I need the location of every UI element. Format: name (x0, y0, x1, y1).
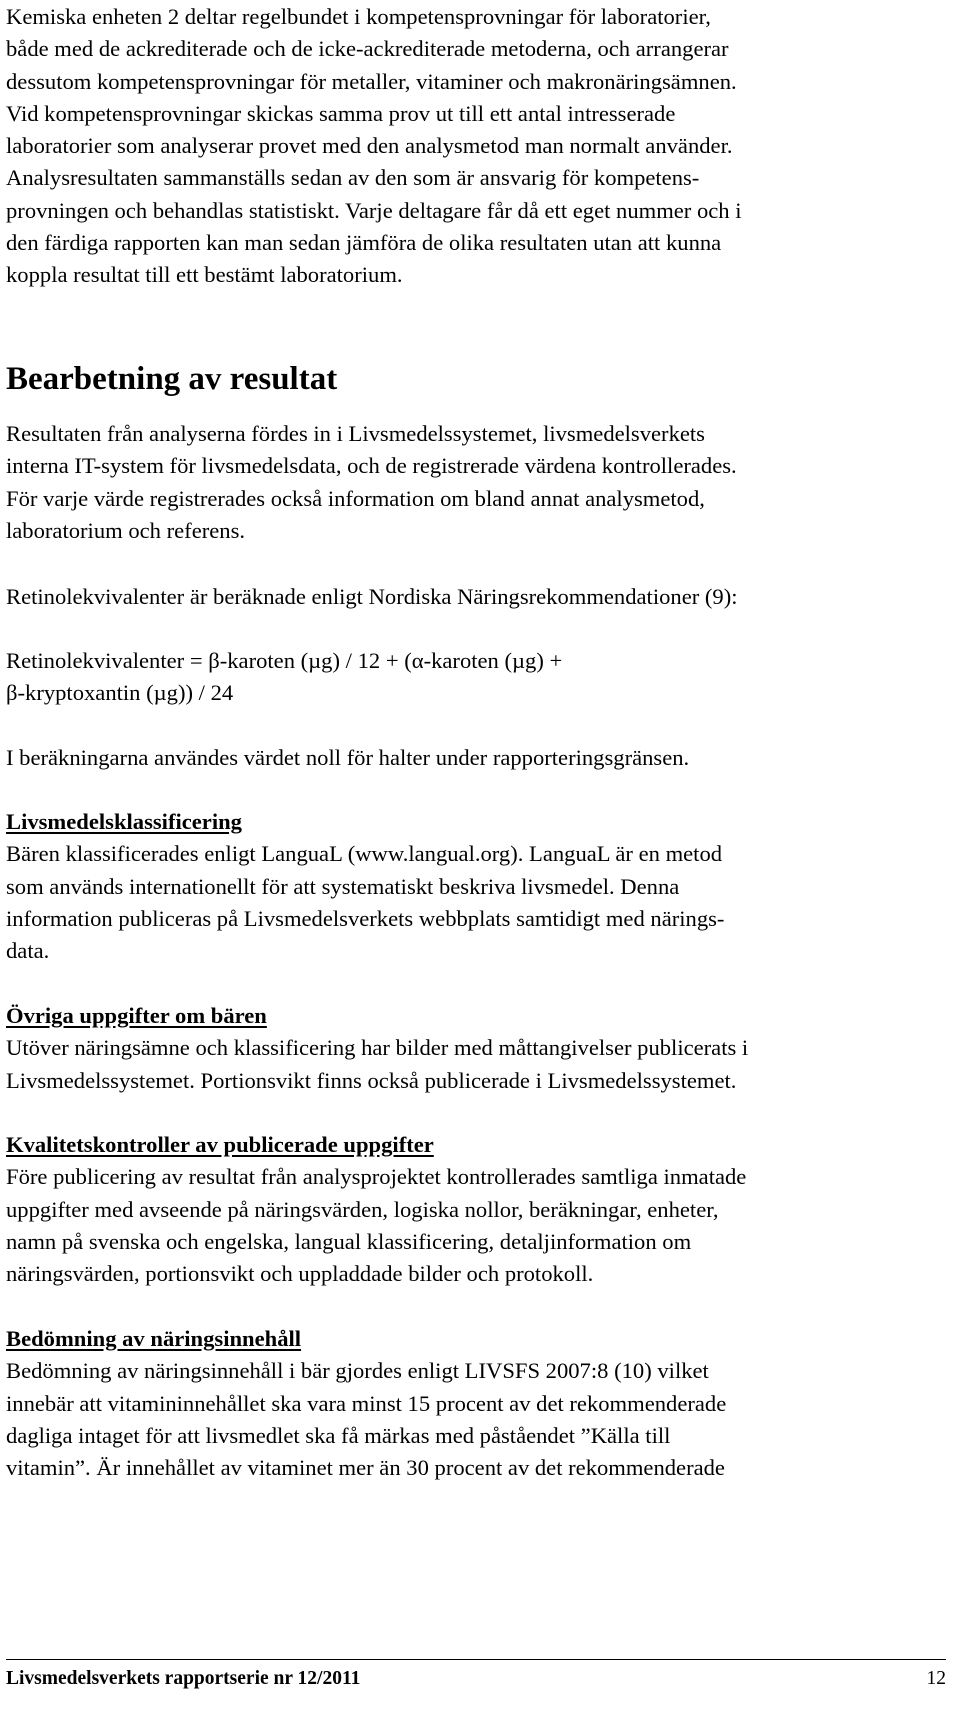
formula-line: Retinolekvivalenter = β-karoten (µg) / 12 + (α-karoten (µg) + (6, 648, 563, 673)
section-nutrient-assessment (6, 1323, 726, 1484)
intro-line: Kemiska enheten 2 deltar regelbundet i kompetensprovningar för laboratorier, (6, 4, 711, 29)
intro-line: laboratorier som analyserar provet med den analysmetod man normalt använder. (6, 133, 733, 159)
intro-line: Vid kompetensprovningar skickas samma prov ut till ett antal intresserade (6, 100, 676, 126)
results-line: Resultaten från analyserna fördes in i Livsmedelssystemet, livsmedelsverkets (6, 421, 705, 446)
section-quality-control (6, 1129, 746, 1290)
nutrient-assessment-line: innebär att vitamininnehållet ska vara minst 15 procent av det rekommenderade (6, 1390, 727, 1416)
section-classification (6, 806, 724, 967)
quality-control-line: uppgifter med avseende på näringsvärden, logiska nollor, beräkningar, enheter, (6, 1196, 719, 1222)
other-details-line: Utöver näringsämne och klassificering har bilder med måttangivelser publicerats i (6, 1035, 749, 1061)
results-paragraph (6, 418, 737, 547)
classification-line: som används internationellt för att systematiskt beskriva livsmedel. Denna (6, 873, 680, 899)
page-number: 12 (926, 1668, 946, 1689)
classification-line: Bären klassificerades enligt LanguaL (www.langual.org). LanguaL är en metod (6, 841, 723, 867)
intro-line: både med de ackrediterade och de icke-ackrediterade metoderna, och arrangerar (6, 36, 729, 62)
intro-line: provningen och behandlas statistiskt. Varje deltagare får då ett eget nummer och i (6, 197, 742, 223)
footer-report-title: Livsmedelsverkets rapportserie nr 12/2011 (6, 1668, 361, 1689)
section-other-details (6, 1000, 748, 1097)
quality-control-line: namn på svenska och engelska, langual klassificering, detaljinformation om (6, 1228, 692, 1254)
quality-control-line: näringsvärden, portionsvikt och uppladdade bilder och protokoll. (6, 1261, 594, 1287)
results-line: interna IT-system för livsmedelsdata, och de registrerade värdena kontrollerades. (6, 453, 737, 479)
nutrient-assessment-line: dagliga intaget för att livsmedlet ska få märkas med påståendet ”Källa till (6, 1422, 671, 1448)
formula-line: β-kryptoxantin (µg)) / 24 (6, 680, 234, 706)
calc-note-line: I beräkningarna användes värdet noll för halter under rapporteringsgränsen. (6, 745, 690, 770)
intro-paragraph (6, 1, 742, 292)
subheading-nutrient-assessment: Bedömning av näringsinnehåll (6, 1326, 302, 1351)
retinol-intro-line: Retinolekvivalenter är beräknade enligt Nordiska Näringsrekommendationer (9): (6, 584, 738, 609)
retinol-intro-paragraph (6, 581, 738, 613)
subheading-quality-control: Kvalitetskontroller av publicerade uppgifter (6, 1132, 434, 1157)
classification-line: information publiceras på Livsmedelsverkets webbplats samtidigt med närings- (6, 905, 725, 931)
results-line: laboratorium och referens. (6, 517, 246, 543)
footer-divider (6, 1659, 946, 1660)
nutrient-assessment-line: vitamin”. Är innehållet av vitaminet mer än 30 procent av det rekommenderade (6, 1455, 725, 1481)
intro-line: koppla resultat till ett bestämt laboratorium. (6, 262, 403, 288)
other-details-line: Livsmedelssystemet. Portionsvikt finns också publicerade i Livsmedelssystemet. (6, 1067, 737, 1093)
subheading-classification: Livsmedelsklassificering (6, 809, 242, 834)
results-line: För varje värde registrerades också information om bland annat analysmetod, (6, 485, 705, 511)
retinol-formula (6, 645, 562, 710)
nutrient-assessment-line: Bedömning av näringsinnehåll i bär gjordes enligt LIVSFS 2007:8 (10) vilket (6, 1358, 709, 1384)
classification-line: data. (6, 938, 50, 964)
section-heading-results: Bearbetning av resultat (6, 361, 338, 397)
intro-line: Analysresultaten sammanställs sedan av den som är ansvarig för kompetens- (6, 165, 700, 191)
subheading-other-details: Övriga uppgifter om bären (6, 1003, 267, 1028)
quality-control-line: Före publicering av resultat från analysprojektet kontrollerades samtliga inmatade (6, 1164, 747, 1190)
calculation-note (6, 742, 689, 774)
intro-line: dessutom kompetensprovningar för metaller, vitaminer och makronäringsämnen. (6, 68, 737, 94)
intro-line: den färdiga rapporten kan man sedan jämföra de olika resultaten utan att kunna (6, 230, 722, 256)
